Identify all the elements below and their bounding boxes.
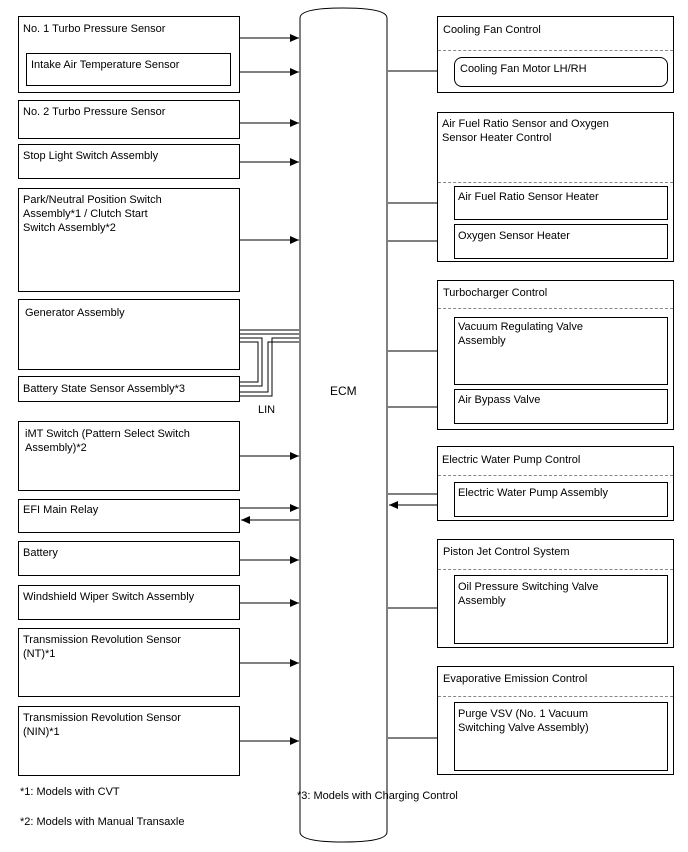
ecm-label: ECM (330, 384, 357, 398)
af-sensor-group (437, 112, 674, 262)
battery-sensor-box (18, 376, 240, 402)
intake-air-box (26, 53, 231, 86)
battery-box (18, 541, 240, 576)
generator-label: Generator Assembly (25, 307, 125, 319)
imt-switch-label: iMT Switch (Pattern Select Switch Assembly)*2 (25, 428, 190, 454)
wiper-box (18, 585, 240, 620)
evap-title: Evaporative Emission Control (443, 673, 588, 685)
turbo-title: Turbocharger Control (443, 287, 548, 299)
cooling-fan-motor-label: Cooling Fan Motor LH/RH (460, 63, 587, 75)
divider (438, 569, 673, 570)
trans-nin-label: Transmission Revolution Sensor (NIN)*1 (23, 712, 181, 738)
wiper-label: Windshield Wiper Switch Assembly (23, 591, 195, 603)
trans-nt-box (18, 628, 240, 697)
efi-relay-box (18, 499, 240, 533)
purge-vsv-label: Purge VSV (No. 1 Vacuum Switching Valve Assembly) (458, 708, 589, 734)
cooling-fan-group (437, 16, 674, 93)
stop-light-box (18, 144, 240, 179)
park-neutral-box (18, 188, 240, 292)
water-pump-title: Electric Water Pump Control (442, 454, 581, 466)
trans-nin-box (18, 706, 240, 776)
divider (438, 308, 673, 309)
intake-air-label: Intake Air Temperature Sensor (31, 59, 180, 71)
divider (438, 182, 673, 183)
trans-nt-label: Transmission Revolution Sensor (NT)*1 (23, 634, 181, 660)
turbo2-label: No. 2 Turbo Pressure Sensor (23, 106, 166, 118)
o2-heater-box (454, 224, 668, 259)
park-neutral-label: Park/Neutral Position Switch Assembly*1 / Clutch Start Switch Assembly*2 (23, 194, 162, 234)
divider (438, 696, 673, 697)
battery-sensor-label: Battery State Sensor Assembly*3 (23, 383, 186, 395)
oil-pressure-valve-box (454, 575, 668, 644)
abv-box (454, 389, 668, 424)
purge-vsv-box (454, 702, 668, 771)
oil-pressure-valve-label: Oil Pressure Switching Valve Assembly (458, 581, 599, 607)
imt-switch-box (18, 421, 240, 491)
cooling-fan-title: Cooling Fan Control (443, 24, 541, 36)
efi-relay-label: EFI Main Relay (23, 504, 99, 516)
af-sensor-title: Air Fuel Ratio Sensor and Oxygen Sensor Heater Control (442, 118, 609, 144)
o2-heater-label: Oxygen Sensor Heater (458, 230, 570, 242)
af-heater-label: Air Fuel Ratio Sensor Heater (458, 191, 599, 203)
piston-jet-group (437, 539, 674, 648)
battery-label: Battery (23, 547, 58, 559)
evap-group (437, 666, 674, 775)
water-pump-label: Electric Water Pump Assembly (458, 487, 608, 499)
water-pump-group (437, 446, 674, 521)
cooling-fan-motor-box (454, 57, 668, 87)
turbo2-box (18, 100, 240, 139)
lin-label: LIN (258, 404, 276, 416)
af-heater-box (454, 186, 668, 220)
footnote-2: *2: Models with Manual Transaxle (20, 816, 185, 828)
stop-light-label: Stop Light Switch Assembly (23, 150, 159, 162)
lin-bus (240, 330, 299, 396)
footnote-1: *1: Models with CVT (20, 786, 120, 798)
ecm-block (300, 8, 387, 842)
turbo1-box (18, 16, 240, 93)
vrv-label: Vacuum Regulating Valve Assembly (458, 321, 583, 347)
water-pump-box (454, 482, 668, 517)
divider (438, 475, 673, 476)
divider (438, 50, 673, 51)
piston-jet-title: Piston Jet Control System (443, 546, 570, 558)
generator-box (18, 299, 240, 370)
turbo-group (437, 280, 674, 430)
abv-label: Air Bypass Valve (458, 394, 541, 406)
footnote-3: *3: Models with Charging Control (297, 790, 458, 802)
turbo1-label: No. 1 Turbo Pressure Sensor (23, 23, 166, 35)
vrv-box (454, 317, 668, 385)
